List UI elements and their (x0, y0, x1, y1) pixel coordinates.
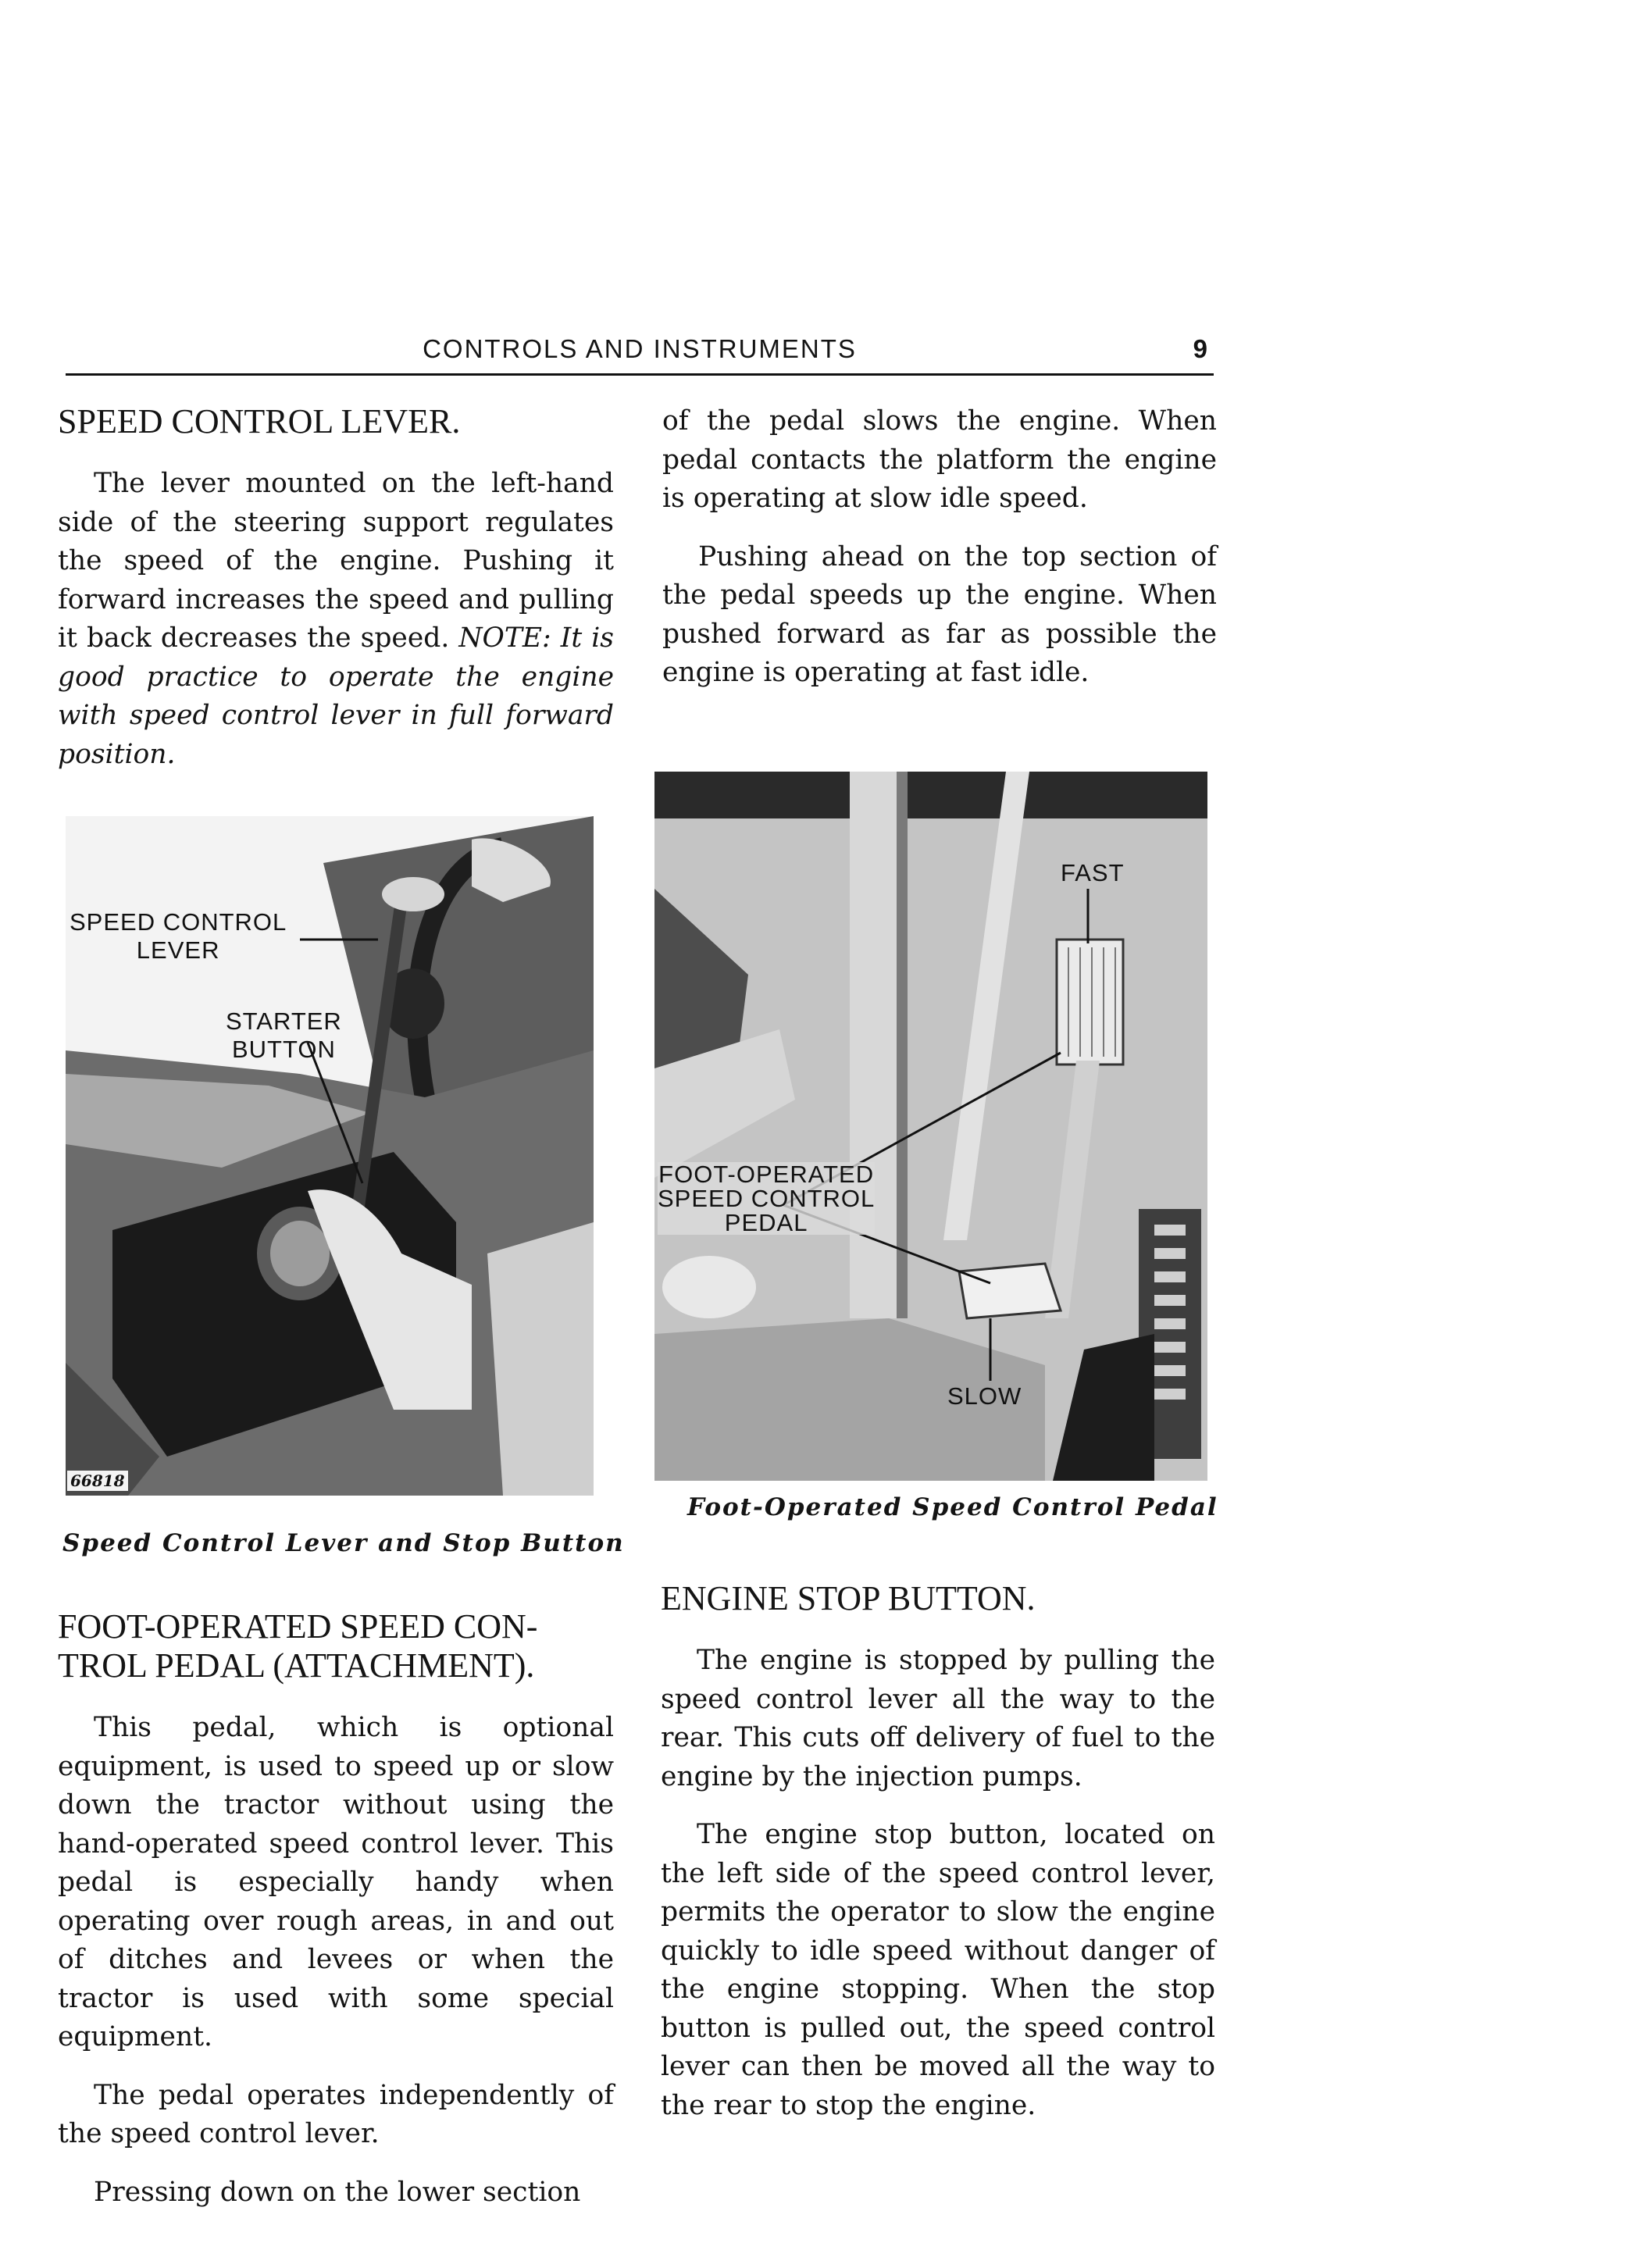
foot-pedal-heading (58, 1607, 614, 1685)
engine-stop-heading: ENGINE STOP BUTTON. (661, 1579, 1036, 1617)
caption-foot-pedal: Foot-Operated Speed Control Pedal (687, 1493, 1218, 1521)
page-number: 9 (1193, 334, 1207, 363)
foot-pedal-section (58, 1607, 614, 2212)
callout-pedal-line3: PEDAL (724, 1209, 808, 1236)
engine-stop-paragraph-2: The engine stop button, located on the left side of the speed control lever, permits the operator to slow the engine quickly to idle speed without danger of the engine stopping. When the stop button is pulled out, the speed control lever can then be moved all the way to the rear to stop the engine. (661, 1819, 1215, 2121)
foot-pedal-paragraph-3-end: of the pedal slows the engine. When pedal contacts the platform the engine is operating at slow idle speed. (662, 405, 1217, 514)
caption-speed-control-lever: Speed Control Lever and Stop Button (62, 1529, 625, 1557)
callout-speed-control-lever (70, 908, 287, 965)
speed-control-lever-photo (66, 816, 594, 1496)
foot-pedal-paragraph-2: The pedal operates independently of the speed control lever. (58, 2079, 614, 2149)
pedal-photo-illustration (654, 772, 1207, 1481)
speed-control-lever-body: The lever mounted on the left-hand side of the steering support regulates the speed of the engine. Pushing it forward increases the speed and pulling it back decreases the speed. (58, 468, 614, 654)
foot-pedal-heading-line1: FOOT-OPERATED SPEED CON- (58, 1607, 538, 1646)
callout-pedal-line2: SPEED CONTROL (658, 1185, 876, 1212)
foot-pedal-heading-line2: TROL PEDAL (ATTACHMENT). (58, 1646, 535, 1685)
engine-stop-section (661, 1579, 1215, 2125)
figure-id-66818: 66818 (67, 1471, 128, 1491)
engine-stop-paragraph-1: The engine is stopped by pulling the speed control lever all the way to the rear. This cuts off delivery of fuel to the engine by the injection pumps. (661, 1645, 1215, 1792)
speed-control-lever-paragraph (58, 465, 614, 774)
callout-button-line2: BUTTON (231, 1036, 336, 1063)
callout-lever-line1: SPEED CONTROL (70, 908, 287, 936)
note-label: NOTE: (458, 622, 551, 654)
header-title: CONTROLS AND INSTRUMENTS (423, 334, 857, 363)
speed-control-lever-heading: SPEED CONTROL LEVER. (58, 402, 461, 440)
note-text: It is good practice to operate the engine with speed control lever in full forward position. (58, 622, 615, 770)
foot-pedal-paragraph-3-start: Pressing down on the lower section (94, 2176, 581, 2208)
foot-pedal-photo (654, 772, 1207, 1481)
callout-foot-operated-pedal (658, 1162, 875, 1235)
callout-pedal-line1: FOOT-OPERATED (658, 1161, 875, 1188)
page-header (66, 334, 1214, 376)
foot-pedal-continuation (662, 402, 1217, 693)
foot-pedal-paragraph-1: This pedal, which is optional equipment, is used to speed up or slow down the tractor without using the hand-operated speed control lever. This pedal is especially handy when operating over rough areas, in and out of ditches and levees or when the tractor is used with some special equipment. (58, 1712, 614, 2052)
speed-control-lever-section (58, 402, 614, 774)
foot-pedal-paragraph-4: Pushing ahead on the top section of the pedal speeds up the engine. When pushed forward as far as possible the engine is operating at fast idle. (662, 540, 1217, 688)
callout-slow: SLOW (947, 1382, 1022, 1410)
callout-button-line1: STARTER (226, 1007, 342, 1035)
callout-lever-line2: LEVER (136, 936, 220, 964)
callout-fast: FAST (1061, 859, 1125, 886)
callout-starter-button (226, 1007, 342, 1064)
